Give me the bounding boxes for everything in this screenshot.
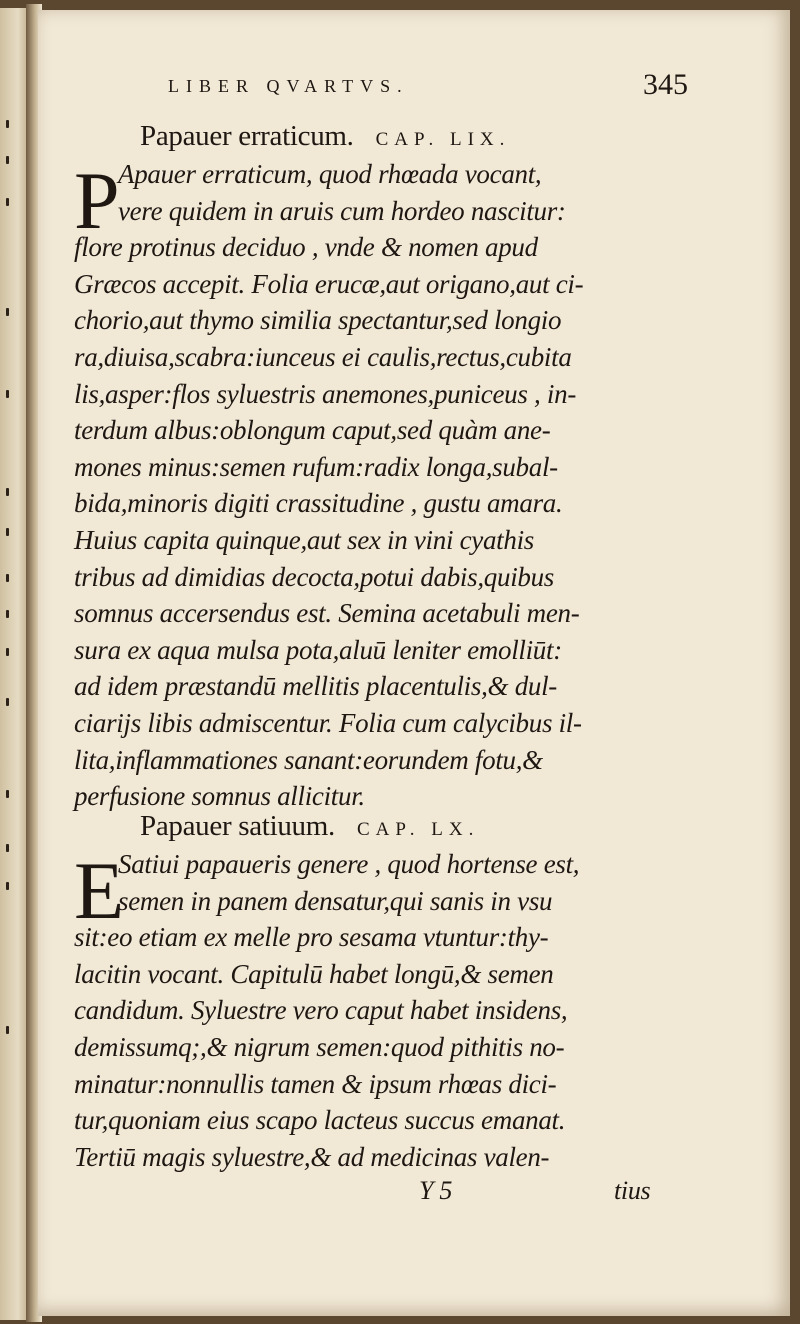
text-line: Græcos accepit. Folia erucæ,aut origano,aut ci- bbox=[74, 268, 584, 299]
text-line: tribus ad dimidias decocta,potui dabis,quibus bbox=[74, 561, 555, 592]
running-title: LIBER QVARTVS. bbox=[168, 76, 409, 96]
text-line: chorio,aut thymo similia spectantur,sed longio bbox=[74, 305, 562, 336]
drop-cap: P bbox=[74, 155, 120, 246]
text-line: sura ex aqua mulsa pota,aluū leniter emolliūt: bbox=[74, 634, 562, 665]
chapter-heading bbox=[140, 120, 510, 153]
text-line: terdum albus:oblongum caput,sed quàm ane- bbox=[74, 415, 551, 446]
text-line: lita,inflammationes sanant:eorundem fotu,& bbox=[74, 744, 543, 775]
chapter-number: CAP. LIX. bbox=[375, 129, 511, 150]
text-line: bida,minoris digiti crassitudine , gustu amara. bbox=[74, 488, 563, 519]
page-header bbox=[138, 68, 688, 108]
page-footer bbox=[74, 1176, 664, 1210]
text-line: Huius capita quinque,aut sex in vini cyathis bbox=[74, 525, 534, 555]
text-line: semen in panem densatur,qui sanis in vsu bbox=[118, 885, 553, 916]
chapter-title: Papauer erraticum. bbox=[140, 120, 354, 152]
text-line: lis,asper:flos syluestris anemones,puniceus , in- bbox=[74, 378, 577, 409]
text-line: minatur:nonnullis tamen & ipsum rhœas dici- bbox=[74, 1068, 557, 1099]
text-line: mones minus:semen rufum:radix longa,subal- bbox=[74, 451, 558, 482]
text-line: vere quidem in aruis cum hordeo nascitur: bbox=[118, 195, 566, 226]
catchword: tius bbox=[614, 1176, 651, 1205]
text-line: Satiui papaueris genere , quod hortense est, bbox=[118, 849, 580, 879]
text-line: ad idem præstandū mellitis placentulis,& dul- bbox=[74, 671, 557, 702]
chapter-title: Papauer satiuum. bbox=[140, 810, 335, 842]
text-line: candidum. Syluestre vero caput habet insidens, bbox=[74, 995, 568, 1026]
chapter-number: CAP. LX. bbox=[356, 819, 480, 840]
drop-cap: E bbox=[74, 845, 124, 936]
left-page-text-fragments bbox=[2, 8, 16, 1320]
text-line: Apauer erraticum, quod rhœada vocant, bbox=[118, 159, 542, 189]
text-line: ciarijs libis admiscentur. Folia cum calycibus il- bbox=[74, 708, 582, 738]
page-number: 345 bbox=[643, 68, 688, 101]
text-line: Tertiū magis syluestre,& ad medicinas valen- bbox=[74, 1141, 550, 1172]
signature-mark: Y 5 bbox=[419, 1176, 453, 1205]
text-line: ra,diuisa,scabra:iunceus ei caulis,rectus,cubita bbox=[74, 342, 572, 372]
chapter-heading bbox=[140, 810, 479, 843]
text-line: perfusione somnus allicitur. bbox=[74, 781, 365, 812]
text-line: tur,quoniam eius scapo lacteus succus emanat. bbox=[74, 1105, 566, 1136]
text-line: flore protinus deciduo , vnde & nomen apud bbox=[74, 232, 538, 263]
page bbox=[38, 10, 790, 1316]
text-line: lacitin vocant. Capitulū habet longū,& semen bbox=[74, 958, 554, 989]
text-line: sit:eo etiam ex melle pro sesama vtuntur:thy- bbox=[74, 922, 549, 953]
text-line: demissumq;,& nigrum semen:quod pithitis no- bbox=[74, 1032, 565, 1062]
text-line: somnus accersendus est. Semina acetabuli men- bbox=[74, 598, 580, 629]
